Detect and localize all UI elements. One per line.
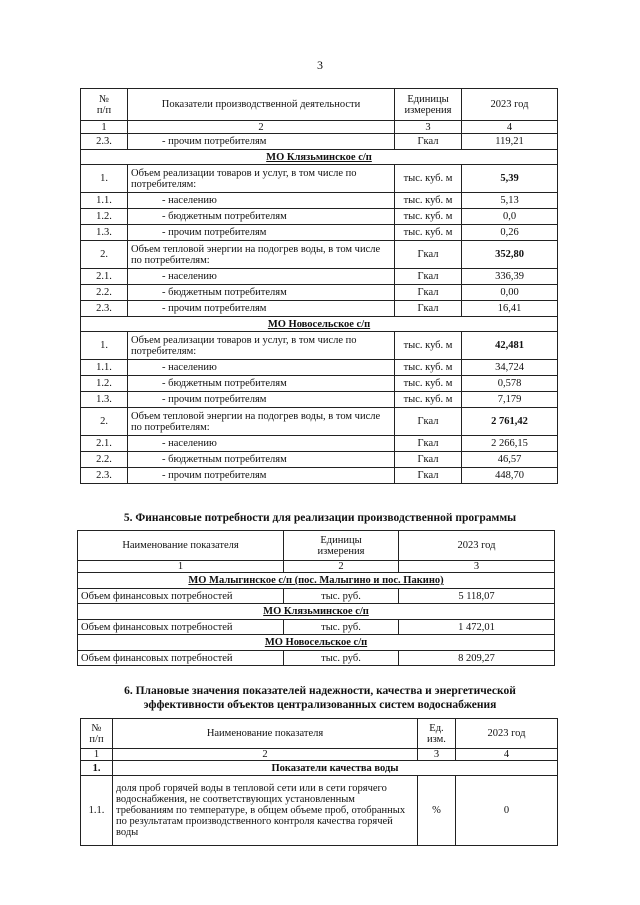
table-row — [81, 776, 558, 846]
col-num-1: 1 — [81, 749, 113, 761]
table-row — [81, 165, 558, 193]
row-unit: тыс. куб. м — [395, 193, 462, 209]
reliability-indicators-table — [80, 718, 558, 846]
header-year: 2023 год — [399, 531, 555, 561]
row-name: - населению — [128, 360, 395, 376]
table-row — [78, 651, 555, 666]
row-unit: Гкал — [395, 269, 462, 285]
row-value: 46,57 — [462, 452, 558, 468]
section-row — [78, 635, 555, 651]
group-title: Показатели качества воды — [113, 761, 558, 776]
table-row — [78, 589, 555, 604]
row-unit: тыс. руб. — [284, 589, 399, 604]
header-num: № п/п — [81, 89, 128, 121]
row-num: 2. — [81, 408, 128, 436]
row-num: 1. — [81, 165, 128, 193]
col-num-3: 3 — [399, 561, 555, 573]
col-num-2: 2 — [284, 561, 399, 573]
table-row — [81, 376, 558, 392]
row-unit: тыс. куб. м — [395, 376, 462, 392]
row-name: Объем финансовых потребностей — [78, 651, 284, 666]
row-unit: тыс. куб. м — [395, 392, 462, 408]
row-num: 2. — [81, 241, 128, 269]
section5-heading: 5. Финансовые потребности для реализации производственной программы — [123, 512, 517, 524]
col-num-1: 1 — [78, 561, 284, 573]
row-num: 1.2. — [81, 209, 128, 225]
row-num: 2.1. — [81, 436, 128, 452]
row-value: 5,39 — [462, 165, 558, 193]
table-row — [81, 241, 558, 269]
table-row — [81, 193, 558, 209]
row-num: 1.3. — [81, 225, 128, 241]
row-num: 1.2. — [81, 376, 128, 392]
row-name: - прочим потребителям — [128, 301, 395, 317]
row-name: - населению — [128, 269, 395, 285]
row-unit: Гкал — [395, 408, 462, 436]
row-unit: Гкал — [395, 436, 462, 452]
row-name: - прочим потребителям — [128, 468, 395, 484]
row-value: 5 118,07 — [399, 589, 555, 604]
row-name: - населению — [128, 193, 395, 209]
row-unit: Гкал — [395, 301, 462, 317]
row-value: 34,724 — [462, 360, 558, 376]
row-num: 2.1. — [81, 269, 128, 285]
row-name: Объем реализации товаров и услуг, в том числе по потребителям: — [128, 332, 395, 360]
table-row — [81, 269, 558, 285]
col-num-4: 4 — [462, 121, 558, 134]
row-num: 2.2. — [81, 452, 128, 468]
row-value: 448,70 — [462, 468, 558, 484]
section6-heading-line2: эффективности объектов централизованных систем водоснабжения — [143, 699, 497, 711]
header-num: № п/п — [81, 719, 113, 749]
table-row — [81, 360, 558, 376]
row-unit: тыс. куб. м — [395, 360, 462, 376]
section-title: МО Клязьминское с/п — [78, 604, 555, 620]
header-indicator: Показатели производственной деятельности — [128, 89, 395, 121]
row-num: 1.1. — [81, 360, 128, 376]
row-name: - бюджетным потребителям — [128, 452, 395, 468]
header-indicator-name: Наименование показателя — [113, 719, 418, 749]
row-value: 0 — [456, 776, 558, 846]
row-num: 1.1. — [81, 193, 128, 209]
header-unit: Ед. изм. — [418, 719, 456, 749]
col-num-2: 2 — [128, 121, 395, 134]
section-title: МО Новосельское с/п — [78, 635, 555, 651]
row-name: доля проб горячей воды в тепловой сети или в сети горячего водоснабжения, не соответствующих установленным требованиям по температуре, в общем объеме проб, отобранных по результатам производственного контроля качества горячей воды — [113, 776, 418, 846]
row-value: 1 472,01 — [399, 620, 555, 635]
row-unit: Гкал — [395, 285, 462, 301]
row-value: 8 209,27 — [399, 651, 555, 666]
row-unit: тыс. куб. м — [395, 332, 462, 360]
row-name: - прочим потребителям — [128, 134, 395, 150]
row-unit: Гкал — [395, 468, 462, 484]
table-row — [81, 436, 558, 452]
col-num-4: 4 — [456, 749, 558, 761]
table-row — [81, 134, 558, 150]
row-unit: тыс. руб. — [284, 651, 399, 666]
row-num: 1. — [81, 332, 128, 360]
header-year: 2023 год — [462, 89, 558, 121]
row-unit: Гкал — [395, 134, 462, 150]
section-row — [81, 150, 558, 165]
col-num-1: 1 — [81, 121, 128, 134]
row-name: Объем тепловой энергии на подогрев воды, в том числе по потребителям: — [128, 408, 395, 436]
row-name: - бюджетным потребителям — [128, 376, 395, 392]
row-unit: тыс. руб. — [284, 620, 399, 635]
page-number: 3 — [317, 58, 323, 72]
row-num: 1.1. — [81, 776, 113, 846]
column-numbers-row — [81, 749, 558, 761]
row-unit: Гкал — [395, 452, 462, 468]
column-numbers-row — [81, 121, 558, 134]
row-value: 5,13 — [462, 193, 558, 209]
row-name: - прочим потребителям — [128, 392, 395, 408]
table-row — [81, 209, 558, 225]
table-row — [81, 468, 558, 484]
column-numbers-row — [78, 561, 555, 573]
table-row — [81, 452, 558, 468]
header-unit: Единицы измерения — [395, 89, 462, 121]
row-name: Объем тепловой энергии на подогрев воды, в том числе по потребителям: — [128, 241, 395, 269]
production-indicators-table — [80, 88, 558, 484]
row-name: - населению — [128, 436, 395, 452]
row-name: Объем финансовых потребностей — [78, 620, 284, 635]
row-name: - бюджетным потребителям — [128, 285, 395, 301]
row-value: 42,481 — [462, 332, 558, 360]
row-value: 336,39 — [462, 269, 558, 285]
group-row — [81, 761, 558, 776]
table-row — [81, 225, 558, 241]
row-value: 16,41 — [462, 301, 558, 317]
row-unit: тыс. куб. м — [395, 209, 462, 225]
financial-needs-table — [77, 530, 555, 666]
row-value: 2 761,42 — [462, 408, 558, 436]
header-indicator-name: Наименование показателя — [78, 531, 284, 561]
table-row — [81, 332, 558, 360]
row-name: - прочим потребителям — [128, 225, 395, 241]
section6-heading-line1: 6. Плановые значения показателей надежности, качества и энергетической — [124, 685, 516, 697]
row-name: Объем реализации товаров и услуг, в том числе по потребителям: — [128, 165, 395, 193]
row-value: 0,0 — [462, 209, 558, 225]
row-unit: % — [418, 776, 456, 846]
row-value: 7,179 — [462, 392, 558, 408]
table-row — [78, 620, 555, 635]
section-row — [81, 317, 558, 332]
row-unit: тыс. куб. м — [395, 165, 462, 193]
section6-heading — [0, 684, 640, 712]
section-title: МО Клязьминское с/п — [81, 150, 558, 165]
table-row — [81, 301, 558, 317]
table-row — [81, 392, 558, 408]
section-title: МО Малыгинское с/п (пос. Малыгино и пос. Пакино) — [78, 573, 555, 589]
group-num: 1. — [81, 761, 113, 776]
row-num: 2.3. — [81, 468, 128, 484]
row-unit: Гкал — [395, 241, 462, 269]
col-num-3: 3 — [418, 749, 456, 761]
row-num: 1.3. — [81, 392, 128, 408]
row-num: 2.3. — [81, 301, 128, 317]
row-name: Объем финансовых потребностей — [78, 589, 284, 604]
header-unit: Единицы измерения — [284, 531, 399, 561]
section-row — [78, 604, 555, 620]
col-num-2: 2 — [113, 749, 418, 761]
table-header-row — [78, 531, 555, 561]
row-num: 2.2. — [81, 285, 128, 301]
row-value: 0,578 — [462, 376, 558, 392]
row-value: 0,00 — [462, 285, 558, 301]
table-row — [81, 285, 558, 301]
header-year: 2023 год — [456, 719, 558, 749]
row-value: 2 266,15 — [462, 436, 558, 452]
col-num-3: 3 — [395, 121, 462, 134]
row-name: - бюджетным потребителям — [128, 209, 395, 225]
row-value: 119,21 — [462, 134, 558, 150]
row-unit: тыс. куб. м — [395, 225, 462, 241]
row-num: 2.3. — [81, 134, 128, 150]
table-header-row — [81, 89, 558, 121]
table-row — [81, 408, 558, 436]
section-title: МО Новосельское с/п — [81, 317, 558, 332]
row-value: 352,80 — [462, 241, 558, 269]
table-header-row — [81, 719, 558, 749]
row-value: 0,26 — [462, 225, 558, 241]
section-row — [78, 573, 555, 589]
